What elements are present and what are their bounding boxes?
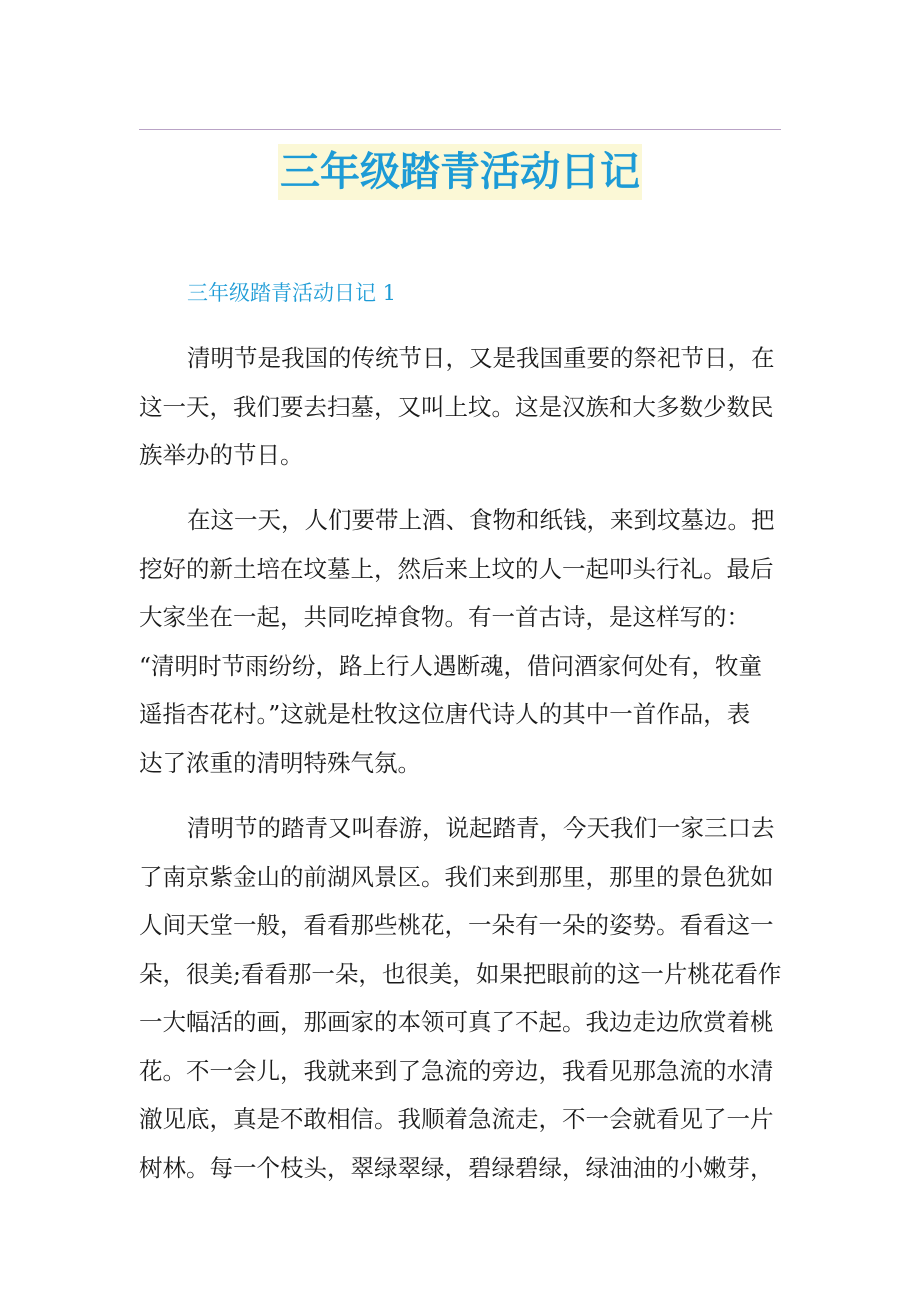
paragraph-line: 这一天，我们要去扫墓，又叫上坟。这是汉族和大多数少数民: [139, 392, 774, 421]
paragraph-line: 族举办的节日。: [139, 441, 304, 469]
header-divider: [139, 129, 781, 130]
paragraph-3: [139, 804, 781, 1192]
paragraph-line: 了南京紫金山的前湖风景区。我们来到那里，那里的景色犹如: [139, 862, 774, 891]
paragraph-line: 挖好的新土培在坟墓上，然后来上坟的人一起叩头行礼。最后: [139, 554, 774, 583]
paragraph-line: 澈见底，真是不敢相信。我顺着急流走，不一会就看见了一片: [139, 1105, 774, 1133]
paragraph-line: 朵，很美;看看那一朵，也很美，如果把眼前的这一片桃花看作: [139, 959, 781, 988]
paragraph-line: 一大幅活的画，那画家的本领可真了不起。我边走边欣赏着桃: [139, 1008, 774, 1036]
title-container: [0, 144, 920, 200]
paragraph-line: 遥指杏花村。”这就是杜牧这位唐代诗人的其中一首作品，表: [139, 700, 751, 728]
paragraph-line: 清明节的踏青又叫春游，说起踏青，今天我们一家三口去: [187, 814, 775, 842]
paragraph-line: 大家坐在一起，共同吃掉食物。有一首古诗，是这样写的：: [139, 603, 750, 631]
paragraph-line: 花。不一会儿，我就来到了急流的旁边，我看见那急流的水清: [139, 1056, 774, 1085]
paragraph-line: 人间天堂一般，看看那些桃花，一朵有一朵的姿势。看看这一: [139, 911, 774, 939]
paragraph-line: 达了浓重的清明特殊气氛。: [139, 748, 421, 777]
paragraph-1: [139, 334, 781, 480]
paragraph-line: “清明时节雨纷纷，路上行人遇断魂，借问酒家何处有，牧童: [139, 651, 763, 680]
paragraph-line: 在这一天，人们要带上酒、食物和纸钱，来到坟墓边。把: [187, 506, 775, 534]
paragraph-line: 树林。每一个枝头，翠绿翠绿，碧绿碧绿，绿油油的小嫩芽，: [139, 1153, 774, 1182]
document-title: 三年级踏青活动日记: [278, 144, 642, 200]
section-heading: 三年级踏青活动日记 1: [187, 281, 397, 305]
paragraph-2: [139, 496, 781, 787]
paragraph-line: 清明节是我国的传统节日，又是我国重要的祭祀节日，在: [187, 344, 775, 372]
